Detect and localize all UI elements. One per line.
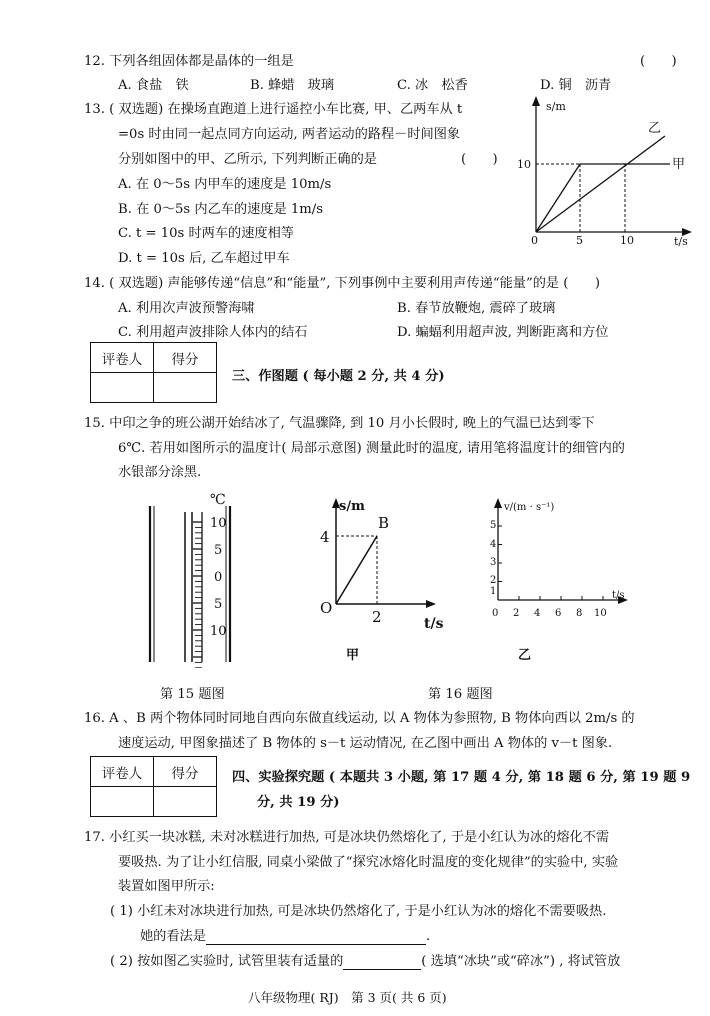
x-axis-label: t/s bbox=[674, 235, 688, 248]
q17-sub1-prompt: 她的看法是 bbox=[140, 929, 206, 944]
x-tick-0: 0 bbox=[492, 608, 499, 619]
q17-sub1-line2: 她的看法是 . bbox=[140, 929, 431, 944]
q13-option-a: A. 在 0～5s 内甲车的速度是 10m/s bbox=[118, 177, 332, 192]
q12-option-a: A. 食盐 铁 bbox=[118, 78, 189, 93]
label-yi: 乙 bbox=[648, 121, 662, 136]
q13-line3: 分别如图中的甲、乙所示, 下列判断正确的是 bbox=[118, 152, 377, 167]
y-tick-5: 5 bbox=[490, 520, 497, 531]
origin-label: O bbox=[320, 599, 333, 617]
section3-title: 三、作图题 ( 每小题 2 分, 共 4 分) bbox=[232, 369, 445, 384]
therm-label-5-above: 5 bbox=[214, 543, 223, 558]
x-tick-4: 4 bbox=[534, 608, 541, 619]
x-tick-2: 2 bbox=[513, 608, 520, 619]
thermometer-ticks bbox=[193, 522, 202, 668]
line-ob bbox=[336, 536, 377, 604]
q13-option-b: B. 在 0～5s 内乙车的速度是 1m/s bbox=[118, 202, 323, 217]
x-tick-5: 5 bbox=[576, 234, 583, 247]
grader-header: 评卷人 bbox=[91, 757, 154, 787]
section4-title-line1: 四、实验探究题 ( 本题共 3 小题, 第 17 题 4 分, 第 18 题 6 分, 第 19 题 9 bbox=[232, 770, 691, 785]
y-tick-4: 4 bbox=[490, 539, 497, 550]
q16-line2: 速度运动, 甲图象描述了 B 物体的 s－t 运动情况, 在乙图中画出 A 物体的 v－t 图象. bbox=[118, 736, 613, 751]
q12-option-b: B. 蜂蜡 玻璃 bbox=[250, 78, 335, 93]
caption-q15: 第 15 题图 bbox=[160, 687, 225, 702]
score-header: 得分 bbox=[154, 757, 217, 787]
q13-option-d: D. t = 10s 后, 乙车超过甲车 bbox=[118, 251, 290, 266]
therm-label-5-below: 5 bbox=[214, 597, 223, 612]
q17-sub2-suffix: ( 选填“冰块”或“碎冰”) , 将试管放 bbox=[421, 954, 621, 969]
x-axis-label: t/s bbox=[424, 616, 444, 632]
thermometer-figure bbox=[140, 486, 250, 668]
y-axis-arrow bbox=[494, 498, 502, 508]
therm-label-10-below: 10 bbox=[210, 624, 227, 639]
q13-line2: =0s 时由同一起点同方向运动, 两者运动的路程－时间图象 bbox=[118, 127, 461, 142]
q12-answer-bracket: ( ) bbox=[640, 54, 677, 69]
y-axis-arrow bbox=[532, 96, 540, 106]
page-footer: 八年级物理( RJ) 第 3 页( 共 6 页) bbox=[248, 990, 447, 1005]
x-tick-6: 6 bbox=[555, 608, 562, 619]
x-axis-arrow bbox=[426, 600, 436, 608]
q12-option-c: C. 冰 松香 bbox=[397, 78, 468, 93]
y-tick-2: 2 bbox=[490, 575, 497, 586]
q17-sub1-line1: ( 1) 小红未对冰块进行加热, 可是冰块仍然熔化了, 于是小红认为冰的熔化不需要吸热. bbox=[110, 904, 607, 919]
x-tick-10: 10 bbox=[620, 234, 634, 247]
line-jia bbox=[536, 164, 670, 232]
y-tick-1: 1 bbox=[490, 586, 497, 597]
point-b-label: B bbox=[378, 514, 390, 532]
thermometer-unit: ℃ bbox=[210, 492, 226, 508]
section4-title-line2: 分, 共 19 分) bbox=[257, 795, 340, 810]
section3-grader-table bbox=[90, 342, 217, 403]
x-tick-8: 8 bbox=[576, 608, 583, 619]
q14-option-d: D. 蝙蝠利用超声波, 判断距离和方位 bbox=[397, 325, 609, 340]
q16-line1: 16. A 、B 两个物体同时同地自西向东做直线运动, 以 A 物体为参照物, B 物体向西以 2m/s 的 bbox=[84, 711, 635, 726]
y-axis-label: v/(m · s⁻¹) bbox=[504, 502, 555, 513]
q12-option-d: D. 铜 沥青 bbox=[540, 78, 612, 93]
q13-answer-bracket: ( ) bbox=[461, 152, 498, 167]
caption-q16: 第 16 题图 bbox=[428, 687, 493, 702]
q13-st-graph bbox=[510, 92, 695, 252]
q13-line1: 13. ( 双选题) 在操场直跑道上进行遥控小车比赛, 甲、乙两车从 t bbox=[84, 102, 463, 117]
grader-cell bbox=[91, 787, 154, 817]
y-axis-label: s/m bbox=[546, 100, 566, 113]
q17-sub1-answer-blank[interactable] bbox=[206, 929, 426, 945]
x-tick-0: 0 bbox=[531, 234, 538, 247]
x-tick-10: 10 bbox=[594, 608, 607, 619]
q17-sub2-line bbox=[110, 950, 620, 970]
label-jia: 甲 bbox=[672, 157, 686, 172]
y-axis-label: s/m bbox=[339, 499, 365, 514]
q14-option-b: B. 春节放鞭炮, 震碎了玻璃 bbox=[397, 301, 556, 316]
x-tick-2: 2 bbox=[372, 608, 382, 626]
q15-line3: 水银部分涂黑. bbox=[118, 465, 202, 480]
q14-option-a: A. 利用次声波预警海啸 bbox=[118, 301, 255, 316]
q16-graph-jia bbox=[310, 492, 450, 664]
q16-graph-yi bbox=[478, 492, 638, 664]
y-tick-4: 4 bbox=[320, 528, 330, 546]
score-cell bbox=[154, 373, 217, 403]
x-axis-label: t/s bbox=[612, 590, 625, 601]
q17-line3: 装置如图甲所示: bbox=[118, 879, 215, 894]
grader-cell bbox=[91, 373, 154, 403]
q13-option-c: C. t = 10s 时两车的速度相等 bbox=[118, 226, 294, 241]
section4-grader-table bbox=[90, 756, 217, 817]
q15-line2: 6℃. 若用如图所示的温度计( 局部示意图) 测量此时的温度, 请用笔将温度计的细管内的 bbox=[118, 441, 625, 456]
line-yi bbox=[536, 136, 665, 232]
q12-stem: 12. 下列各组固体都是晶体的一组是 bbox=[84, 54, 294, 69]
q17-line1: 17. 小红买一块冰糕, 未对冰糕进行加热, 可是冰块仍然熔化了, 于是小红认为冰的熔化不需 bbox=[84, 830, 610, 845]
q17-sub2-prompt: ( 2) 按如图乙实验时, 试管里装有适量的 bbox=[110, 954, 344, 969]
y-tick-3: 3 bbox=[490, 557, 497, 568]
q17-line2: 要吸热. 为了让小红信服, 同桌小梁做了“探究冰熔化时温度的变化规律”的实验中, 实验 bbox=[118, 855, 619, 870]
q17-sub2-answer-blank[interactable] bbox=[343, 954, 421, 970]
graph-jia-name: 甲 bbox=[346, 648, 360, 663]
score-header: 得分 bbox=[154, 343, 217, 373]
graph-yi-name: 乙 bbox=[518, 648, 532, 663]
grader-header: 评卷人 bbox=[91, 343, 154, 373]
score-cell bbox=[154, 787, 217, 817]
q15-line1: 15. 中印之争的班公湖开始结冰了, 气温骤降, 到 10 月小长假时, 晚上的气温已达到零下 bbox=[84, 416, 595, 431]
q14-stem: 14. ( 双选题) 声能够传递“信息”和“能量”, 下列事例中主要利用声传递“能量”的是 ( ) bbox=[84, 276, 600, 291]
graph-yi-ticks bbox=[498, 508, 603, 601]
y-tick-10: 10 bbox=[517, 158, 531, 171]
therm-label-0: 0 bbox=[214, 570, 223, 585]
q14-option-c: C. 利用超声波排除人体内的结石 bbox=[118, 325, 308, 340]
therm-label-10-above: 10 bbox=[210, 516, 227, 531]
